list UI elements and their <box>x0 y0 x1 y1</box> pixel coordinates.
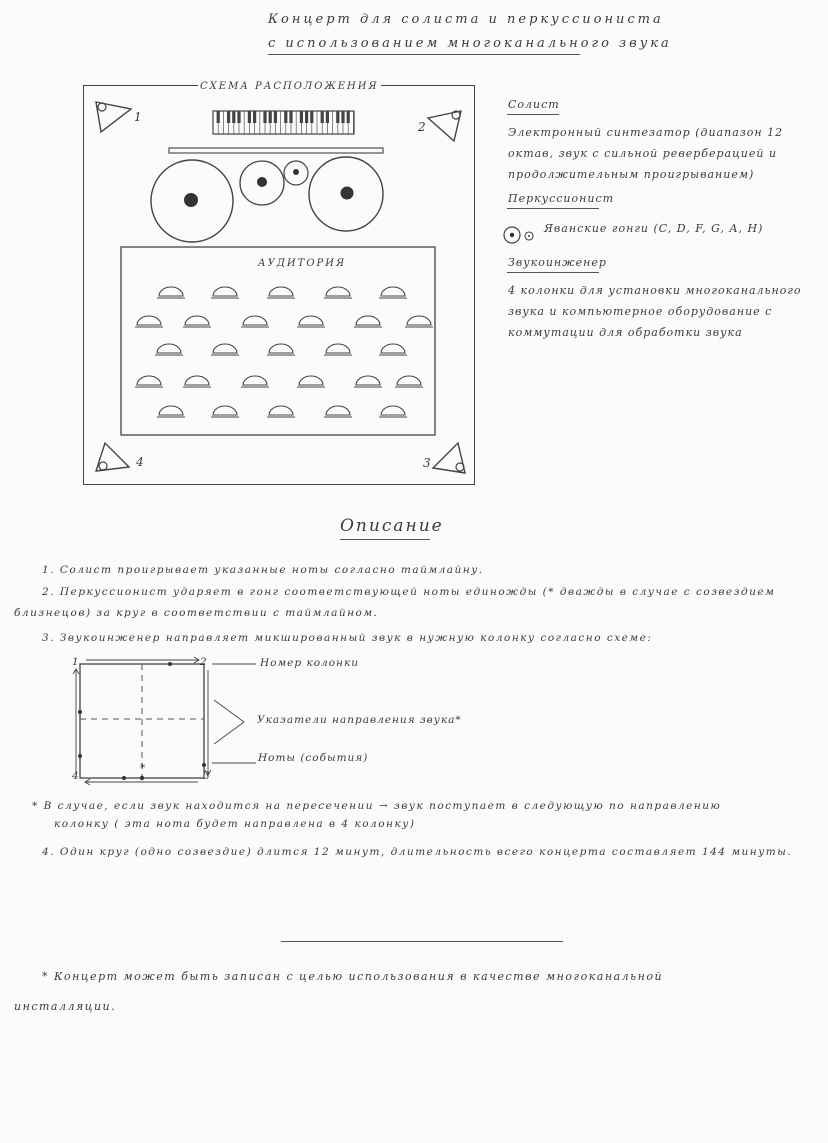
direction-diagram <box>66 652 266 787</box>
description-item-2a: 2. Перкуссионист ударяет в гонг соответствующей ноты единожды (* дважды в случае с созвездием <box>42 586 776 598</box>
audience-seat-icon <box>157 406 185 417</box>
diagram-label-speaker-number: Номер колонки <box>260 657 360 669</box>
audience-seat-icon <box>267 406 295 417</box>
description-item-4: 4. Один круг (одно созвездие) длится 12 минут, длительность всего концерта составляет 144 минуты. <box>42 846 793 858</box>
scheme-drawing <box>83 85 475 485</box>
diagram-label-notes: Ноты (события) <box>258 752 369 764</box>
soloist-stand <box>169 148 383 153</box>
footnote-line-1: * Концерт может быть записан с целью использования в качестве многоканальной <box>42 970 664 983</box>
synthesizer-icon <box>213 111 354 134</box>
description-item-3: 3. Звукоинженер направляет микшированный звук в нужную колонку согласно схеме: <box>42 632 653 644</box>
audience-seat-icon <box>379 287 407 298</box>
legend-engineer-text: 4 колонки для установки многоканального звука и компьютерное оборудование с коммутации для обработки звука <box>508 284 802 339</box>
audience-seat-icon <box>297 316 325 327</box>
speaker-4-number: 4 <box>136 455 145 469</box>
title-line-2: с использованием многоканального звука <box>268 36 672 51</box>
diagram-label-direction: Указатели направления звука* <box>257 714 462 726</box>
audience-seat-icon <box>379 344 407 355</box>
audience-seat-icon <box>354 376 382 387</box>
gong-medium-icon <box>240 161 284 205</box>
audience-seat-icon <box>211 344 239 355</box>
audience-seat-icon <box>324 287 352 298</box>
gong-small-icon <box>284 161 308 185</box>
speaker-4-icon <box>96 443 129 471</box>
audience-seat-icon <box>354 316 382 327</box>
description-item-1: 1. Солист проигрывает указанные ноты согласно таймлайну. <box>42 564 484 576</box>
diagram-corner-2: 2 <box>200 656 208 668</box>
description-note-b: колонку ( эта нота будет направлена в 4 колонку) <box>54 818 416 830</box>
diagram-star: * <box>140 762 147 774</box>
legend-percussion-underline <box>507 208 599 209</box>
legend-soloist-heading: Солист <box>508 98 560 111</box>
audience-seats <box>135 287 433 417</box>
audience-seat-icon <box>324 406 352 417</box>
audience-seat-icon <box>183 376 211 387</box>
legend-engineer-underline <box>507 272 599 273</box>
speaker-3-icon <box>433 443 465 473</box>
audience-seat-icon <box>267 287 295 298</box>
speaker-1-number: 1 <box>134 110 143 124</box>
legend-percussion-heading: Перкуссионист <box>508 192 615 205</box>
legend-soloist-text: Электронный синтезатор (диапазон 12 октав, звук с сильной реверберацией и продолжительным проигрыванием) <box>508 126 784 181</box>
audience-seat-icon <box>157 287 185 298</box>
audience-seat-icon <box>297 376 325 387</box>
audience-seat-icon <box>379 406 407 417</box>
audience-seat-icon <box>211 287 239 298</box>
legend-percussion-text: Яванские гонги (C, D, F, G, A, H) <box>544 222 764 235</box>
audience-seat-icon <box>183 316 211 327</box>
title-underline <box>268 54 580 55</box>
diagram-corner-3: 3 <box>203 770 211 782</box>
gong-large-right-icon <box>309 157 383 231</box>
legend-soloist-underline <box>507 114 559 115</box>
title-line-1: Концерт для солиста и перкуссиониста <box>268 12 664 27</box>
description-item-2b: близнецов) за круг в соответствии с таймлайном. <box>14 607 379 619</box>
audience-seat-icon <box>405 316 433 327</box>
audience-seat-icon <box>267 344 295 355</box>
gong-legend-icon <box>502 224 544 246</box>
gong-large-left-icon <box>151 160 233 242</box>
speaker-2-icon <box>428 111 461 141</box>
audience-seat-icon <box>241 316 269 327</box>
speaker-2-number: 2 <box>418 120 427 134</box>
description-note-a: * В случае, если звук находится на пересечении → звук поступает в следующую по направлению <box>32 800 722 812</box>
audience-seat-icon <box>395 376 423 387</box>
audience-label: АУДИТОРИЯ <box>258 258 347 269</box>
footnote-line-2: инсталляции. <box>14 1000 117 1013</box>
diagram-corner-1: 1 <box>72 656 80 668</box>
speaker-1-icon <box>96 102 131 132</box>
audience-seat-icon <box>135 316 163 327</box>
audience-seat-icon <box>135 376 163 387</box>
diagram-corner-4: 4 <box>72 770 80 782</box>
description-underline <box>340 539 430 540</box>
audience-seat-icon <box>211 406 239 417</box>
audience-seat-icon <box>155 344 183 355</box>
scheme-title: СХЕМА РАСПОЛОЖЕНИЯ <box>200 81 379 92</box>
separator-line <box>281 941 563 942</box>
audience-seat-icon <box>324 344 352 355</box>
description-heading: Описание <box>340 516 444 536</box>
speaker-3-number: 3 <box>423 456 432 470</box>
audience-seat-icon <box>241 376 269 387</box>
legend-engineer-heading: Звукоинженер <box>508 256 607 269</box>
